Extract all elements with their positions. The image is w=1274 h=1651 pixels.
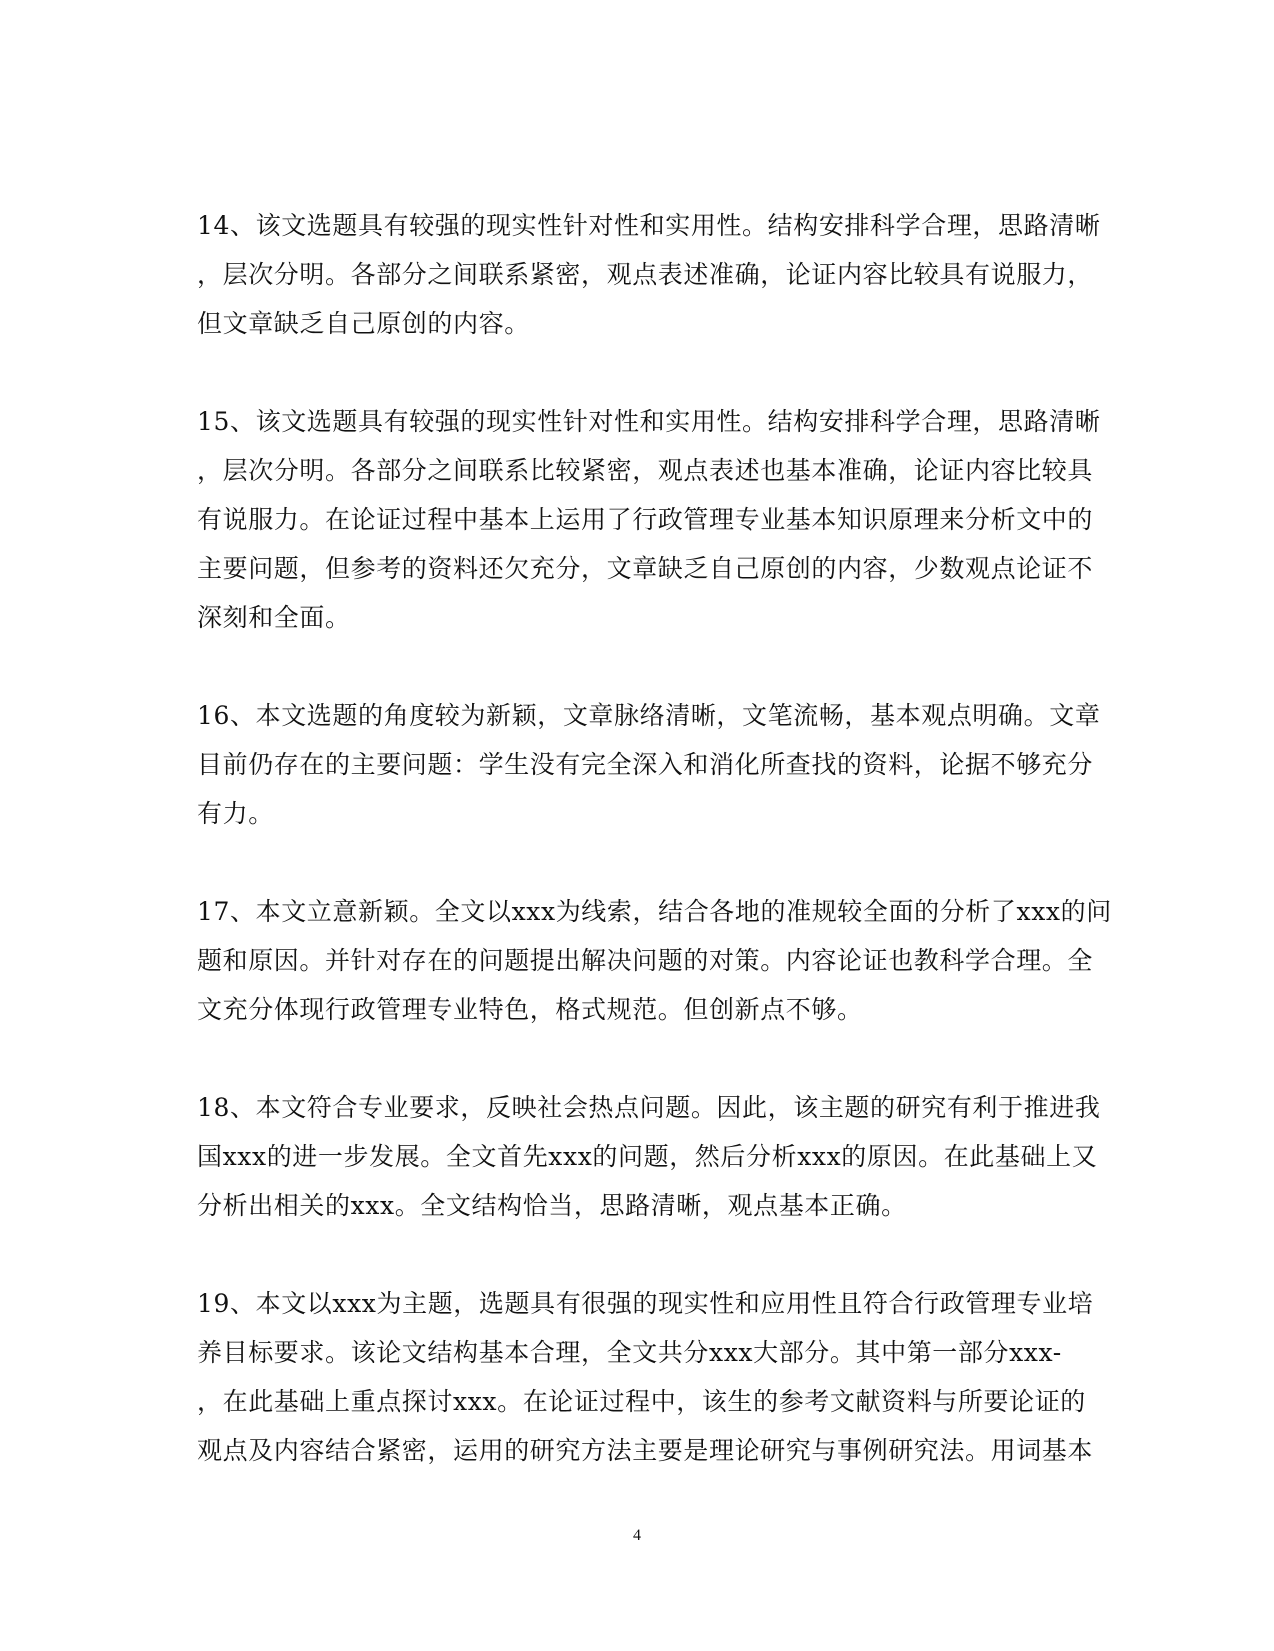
comment-paragraph-19 bbox=[197, 1279, 1094, 1475]
text-line: 15、该文选题具有较强的现实性针对性和实用性。结构安排科学合理，思路清晰 bbox=[197, 407, 1101, 436]
text-line: 有说服力。在论证过程中基本上运用了行政管理专业基本知识原理来分析文中的 bbox=[197, 505, 1094, 534]
text-line: 主要问题，但参考的资料还欠充分，文章缺乏自己原创的内容，少数观点论证不 bbox=[197, 554, 1094, 583]
text-line: 文充分体现行政管理专业特色，格式规范。但创新点不够。 bbox=[197, 995, 863, 1024]
comment-paragraph-18 bbox=[197, 1083, 1101, 1230]
comment-paragraph-15 bbox=[197, 397, 1101, 642]
page-number: 4 bbox=[633, 1527, 641, 1544]
text-line: 分析出相关的xxx。全文结构恰当，思路清晰，观点基本正确。 bbox=[197, 1191, 907, 1220]
comment-paragraph-14 bbox=[197, 201, 1101, 348]
text-line: 题和原因。并针对存在的问题提出解决问题的对策。内容论证也教科学合理。全 bbox=[197, 946, 1094, 975]
text-line: ，在此基础上重点探讨xxx。在论证过程中，该生的参考文献资料与所要论证的 bbox=[197, 1387, 1086, 1416]
text-line: 但文章缺乏自己原创的内容。 bbox=[197, 309, 530, 338]
text-line: 19、本文以xxx为主题，选题具有很强的现实性和应用性且符合行政管理专业培 bbox=[197, 1289, 1094, 1318]
text-line: 17、本文立意新颖。全文以xxx为线索，结合各地的准规较全面的分析了xxx的问 bbox=[197, 897, 1112, 926]
text-line: 16、本文选题的角度较为新颖，文章脉络清晰，文笔流畅，基本观点明确。文章 bbox=[197, 701, 1101, 730]
document-body bbox=[197, 201, 1112, 1524]
text-line: 14、该文选题具有较强的现实性针对性和实用性。结构安排科学合理，思路清晰 bbox=[197, 211, 1101, 240]
text-line: ，层次分明。各部分之间联系紧密，观点表述准确，论证内容比较具有说服力， bbox=[197, 260, 1094, 289]
text-line: 养目标要求。该论文结构基本合理，全文共分xxx大部分。其中第一部分xxx- bbox=[197, 1338, 1062, 1367]
text-line: ，层次分明。各部分之间联系比较紧密，观点表述也基本准确，论证内容比较具 bbox=[197, 456, 1094, 485]
text-line: 有力。 bbox=[197, 799, 274, 828]
text-line: 目前仍存在的主要问题：学生没有完全深入和消化所查找的资料，论据不够充分 bbox=[197, 750, 1094, 779]
comment-paragraph-16 bbox=[197, 691, 1101, 838]
comment-paragraph-17 bbox=[197, 887, 1112, 1034]
text-line: 18、本文符合专业要求，反映社会热点问题。因此，该主题的研究有利于推进我 bbox=[197, 1093, 1101, 1122]
text-line: 国xxx的进一步发展。全文首先xxx的问题，然后分析xxx的原因。在此基础上又 bbox=[197, 1142, 1098, 1171]
text-line: 观点及内容结合紧密，运用的研究方法主要是理论研究与事例研究法。用词基本 bbox=[197, 1436, 1094, 1465]
text-line: 深刻和全面。 bbox=[197, 603, 351, 632]
